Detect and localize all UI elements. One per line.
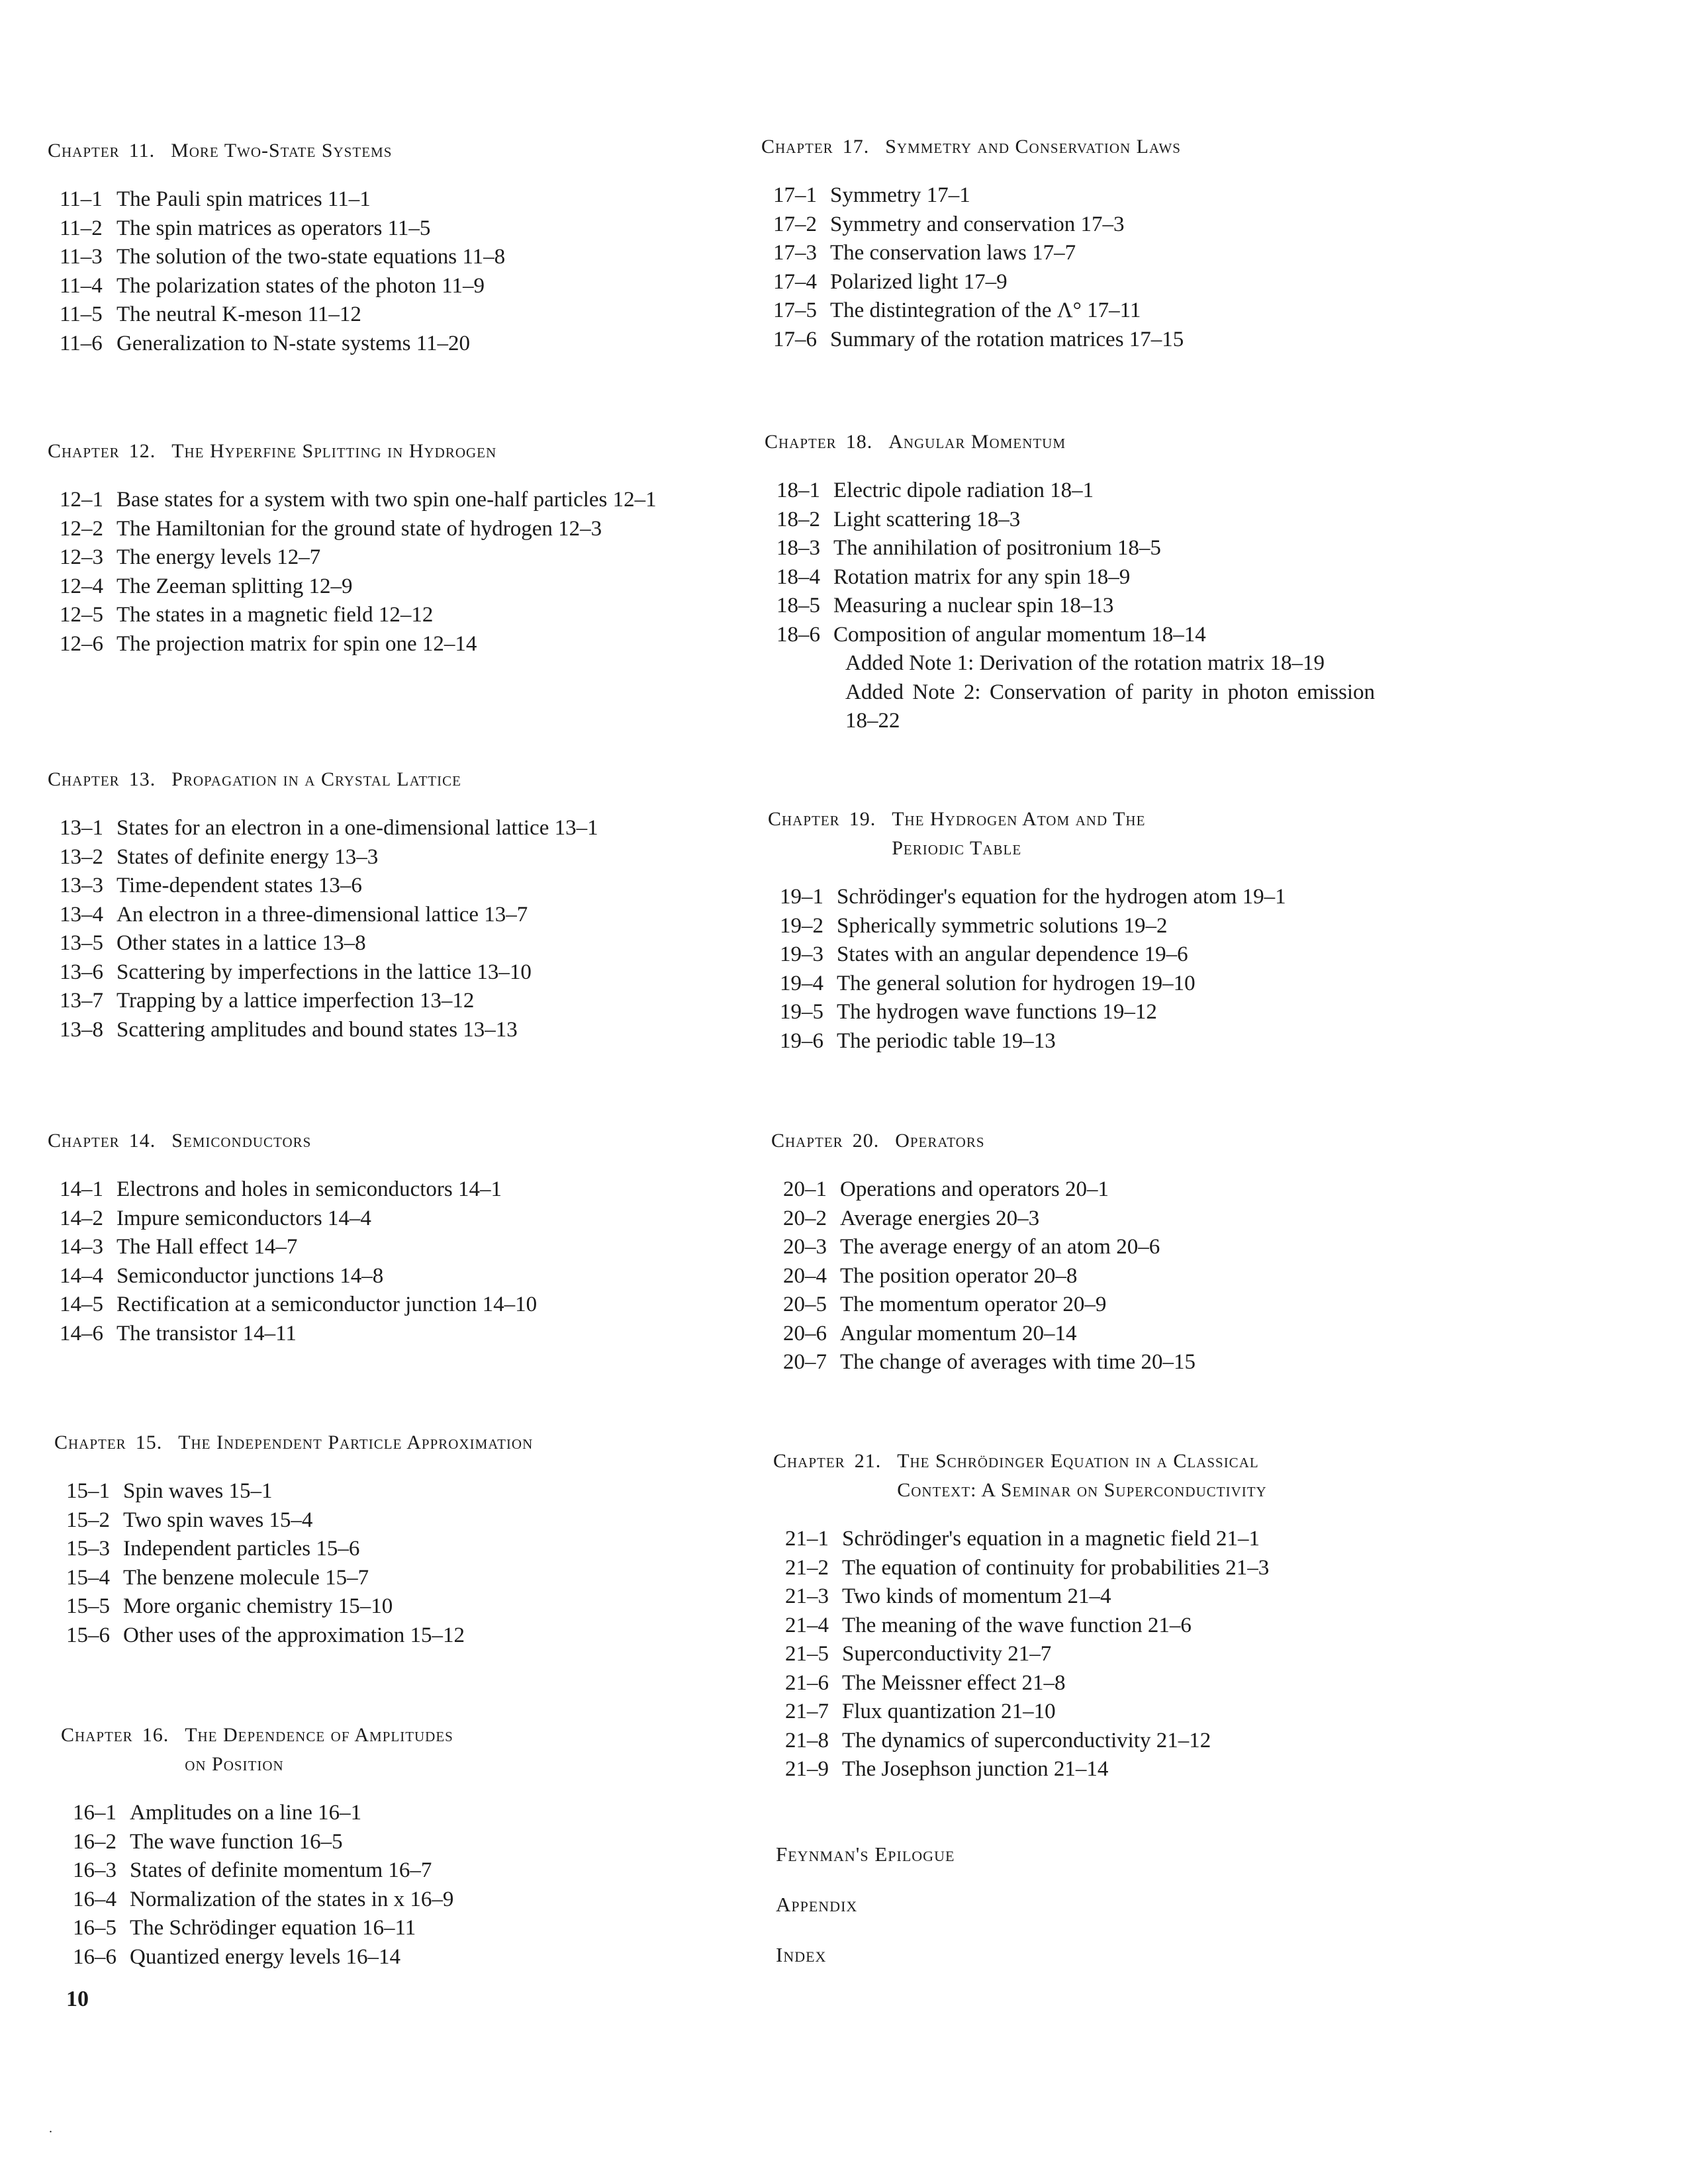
- section-entry: 13–3 Time-dependent states 13–6: [60, 874, 362, 897]
- chapter-title: The Dependence of Amplitudes on Position: [185, 1724, 453, 1775]
- chapter-16: [61, 1721, 723, 1972]
- chapter-title: Symmetry and Conservation Laws: [885, 136, 1181, 158]
- back-matter-epilogue: Feynman's Epilogue: [776, 1843, 955, 1866]
- chapter-19: [768, 805, 1443, 1056]
- chapter-label: Chapter: [54, 1432, 126, 1453]
- chapter-15: [54, 1428, 716, 1650]
- section-entry: 18–6 Composition of angular momentum 18–14: [776, 622, 1206, 647]
- section-entry: 13–6 Scattering by imperfections in the lattice 13–10: [60, 960, 532, 984]
- section-entry: 16–6 Quantized energy levels 16–14: [73, 1944, 401, 1969]
- section-entry: 15–2 Two spin waves 15–4: [66, 1508, 313, 1532]
- chapter-label: Chapter: [61, 1724, 133, 1746]
- section-entry: 11–4 The polarization states of the photon 11–9: [60, 273, 485, 298]
- section-list: [773, 1525, 1448, 1784]
- section-entry: 17–1 Symmetry 17–1: [773, 183, 970, 207]
- chapter-number: 16.: [142, 1724, 169, 1746]
- section-entry: 13–8 Scattering amplitudes and bound states 13–13: [60, 1017, 518, 1042]
- chapter-label: Chapter: [48, 1130, 120, 1152]
- chapter-number: 21.: [854, 1450, 882, 1472]
- chapter-label: Chapter: [768, 808, 840, 830]
- section-entry: 21–5 Superconductivity 21–7: [785, 1642, 1052, 1666]
- section-entry: 12–6 The projection matrix for spin one 12–14: [60, 631, 477, 656]
- section-entry: 12–2 The Hamiltonian for the ground state of hydrogen 12–3: [60, 516, 602, 541]
- section-entry: 11–6 Generalization to N-state systems 11–20: [60, 331, 470, 355]
- chapter-heading: [768, 805, 1443, 863]
- section-entry: 21–1 Schrödinger's equation in a magnetic field 21–1: [785, 1527, 1260, 1551]
- section-entry: 13–2 States of definite energy 13–3: [60, 844, 379, 869]
- chapter-number: 11.: [128, 140, 156, 161]
- chapter-heading: [773, 1447, 1448, 1505]
- section-entry: 17–5 The distintegration of the Λ° 17–11: [773, 298, 1141, 322]
- section-entry: 12–1 Base states for a system with two spin one-half particles 12–1: [60, 488, 657, 512]
- section-entry: 11–5 The neutral K-meson 11–12: [60, 302, 361, 326]
- section-entry: 21–4 The meaning of the wave function 21–6: [785, 1613, 1192, 1637]
- added-note: Added Note 2: Conservation of parity in photon emission 18–22: [845, 680, 1375, 733]
- section-entry: 17–4 Polarized light 17–9: [773, 269, 1008, 294]
- section-entry: 21–8 The dynamics of superconductivity 21–12: [785, 1728, 1211, 1752]
- section-entry: 14–1 Electrons and holes in semiconductors 14–1: [60, 1177, 502, 1201]
- section-entry: 12–5 The states in a magnetic field 12–12: [60, 603, 434, 627]
- section-entry: 19–2 Spherically symmetric solutions 19–2: [780, 913, 1168, 938]
- chapter-20: [771, 1126, 1446, 1377]
- section-entry: 21–2 The equation of continuity for probabilities 21–3: [785, 1555, 1270, 1580]
- section-entry: 15–3 Independent particles 15–6: [66, 1537, 360, 1561]
- chapter-title: Semiconductors: [171, 1130, 312, 1152]
- section-entry: 14–6 The transistor 14–11: [60, 1321, 297, 1345]
- section-entry: 13–5 Other states in a lattice 13–8: [60, 931, 366, 955]
- section-entry: 18–5 Measuring a nuclear spin 18–13: [776, 594, 1114, 617]
- chapter-heading: [48, 765, 710, 794]
- section-entry: 17–3 The conservation laws 17–7: [773, 241, 1076, 265]
- section-entry: 16–4 Normalization of the states in x 16–9: [73, 1887, 454, 1911]
- section-entry: 13–7 Trapping by a lattice imperfection 13–12: [60, 989, 475, 1013]
- section-entry: 20–5 The momentum operator 20–9: [783, 1293, 1107, 1316]
- section-entry: 16–3 States of definite momentum 16–7: [73, 1858, 432, 1882]
- stray-mark: .: [49, 2121, 52, 2136]
- chapter-heading: [54, 1428, 716, 1457]
- chapter-title: The Hyperfine Splitting in Hydrogen: [171, 440, 497, 462]
- section-entry: 13–4 An electron in a three-dimensional lattice 13–7: [60, 902, 528, 927]
- section-list: [768, 883, 1443, 1056]
- chapter-number: 15.: [135, 1432, 163, 1453]
- section-entry: 19–3 States with an angular dependence 19–6: [780, 942, 1188, 966]
- section-entry: 14–3 The Hall effect 14–7: [60, 1235, 298, 1259]
- section-entry: 21–7 Flux quantization 21–10: [785, 1700, 1056, 1723]
- chapter-12: [48, 437, 710, 659]
- chapter-number: 18.: [845, 431, 873, 453]
- section-entry: 19–6 The periodic table 19–13: [780, 1028, 1056, 1053]
- chapter-label: Chapter: [48, 140, 120, 161]
- chapter-heading: [48, 136, 710, 165]
- chapter-title: More Two-State Systems: [171, 140, 393, 161]
- section-entry: 19–4 The general solution for hydrogen 19–10: [780, 971, 1196, 995]
- section-list: [771, 1175, 1446, 1377]
- section-entry: 12–4 The Zeeman splitting 12–9: [60, 574, 353, 598]
- chapter-title: Propagation in a Crystal Lattice: [171, 768, 461, 790]
- section-entry: 18–2 Light scattering 18–3: [776, 507, 1021, 531]
- section-list: [48, 486, 710, 659]
- section-entry: 17–6 Summary of the rotation matrices 17–15: [773, 327, 1184, 351]
- section-entry: 15–1 Spin waves 15–1: [66, 1479, 273, 1503]
- section-entry: 21–6 The Meissner effect 21–8: [785, 1670, 1066, 1695]
- section-entry: 19–1 Schrödinger's equation for the hydrogen atom 19–1: [780, 885, 1286, 909]
- section-entry: 20–3 The average energy of an atom 20–6: [783, 1235, 1160, 1259]
- section-entry: 20–4 The position operator 20–8: [783, 1263, 1078, 1288]
- chapter-title: Operators: [895, 1130, 985, 1152]
- chapter-label: Chapter: [761, 136, 833, 158]
- chapter-heading: [761, 132, 1436, 161]
- back-matter-index: Index: [776, 1943, 827, 1966]
- chapter-number: 17.: [842, 136, 870, 158]
- chapter-title: Angular Momentum: [888, 431, 1066, 453]
- section-entry: 11–2 The spin matrices as operators 11–5: [60, 216, 431, 240]
- added-note: Added Note 1: Derivation of the rotation matrix 18–19: [845, 651, 1325, 675]
- section-entry: 20–2 Average energies 20–3: [783, 1206, 1040, 1230]
- section-entry: 20–7 The change of averages with time 20–15: [783, 1350, 1196, 1374]
- chapter-label: Chapter: [773, 1450, 845, 1472]
- section-entry: 14–2 Impure semiconductors 14–4: [60, 1206, 371, 1230]
- section-list: [765, 477, 1440, 736]
- section-list: [48, 185, 710, 358]
- chapter-heading: [48, 1126, 710, 1156]
- chapter-number: 14.: [128, 1130, 156, 1152]
- section-entry: 14–5 Rectification at a semiconductor junction 14–10: [60, 1293, 538, 1316]
- chapter-14: [48, 1126, 710, 1348]
- chapter-label: Chapter: [765, 431, 837, 453]
- chapter-21: [773, 1447, 1448, 1784]
- section-entry: 20–6 Angular momentum 20–14: [783, 1321, 1077, 1345]
- section-entry: 18–3 The annihilation of positronium 18–5: [776, 536, 1161, 560]
- chapter-heading: [48, 437, 710, 466]
- section-entry: 15–6 Other uses of the approximation 15–12: [66, 1623, 465, 1647]
- section-entry: 21–9 The Josephson junction 21–14: [785, 1757, 1109, 1781]
- section-entry: 11–3 The solution of the two-state equations 11–8: [60, 245, 506, 269]
- section-entry: 20–1 Operations and operators 20–1: [783, 1177, 1109, 1201]
- chapter-heading: [765, 428, 1440, 457]
- chapter-17: [761, 132, 1436, 354]
- section-list: [761, 181, 1436, 354]
- section-entry: 14–4 Semiconductor junctions 14–8: [60, 1263, 384, 1288]
- section-entry: 13–1 States for an electron in a one-dimensional lattice 13–1: [60, 816, 598, 840]
- back-matter-appendix: Appendix: [776, 1893, 858, 1916]
- chapter-label: Chapter: [771, 1130, 843, 1152]
- section-entry: 19–5 The hydrogen wave functions 19–12: [780, 1000, 1157, 1024]
- section-entry: 16–1 Amplitudes on a line 16–1: [73, 1801, 362, 1825]
- section-entry: 18–1 Electric dipole radiation 18–1: [776, 478, 1094, 502]
- chapter-title: The Independent Particle Approximation: [178, 1432, 534, 1453]
- chapter-number: 19.: [849, 808, 876, 830]
- section-entry: 16–5 The Schrödinger equation 16–11: [73, 1916, 416, 1940]
- section-entry: 15–5 More organic chemistry 15–10: [66, 1594, 393, 1618]
- section-entry: 16–2 The wave function 16–5: [73, 1829, 343, 1854]
- chapter-label: Chapter: [48, 768, 120, 790]
- chapter-number: 20.: [852, 1130, 880, 1152]
- section-list: [61, 1799, 723, 1972]
- chapter-title: The Schrödinger Equation in a Classical Context: A Seminar on Superconductivity: [897, 1450, 1267, 1501]
- section-list: [48, 1175, 710, 1348]
- section-entry: 17–2 Symmetry and conservation 17–3: [773, 212, 1125, 236]
- chapter-heading: [61, 1721, 723, 1779]
- section-entry: 18–4 Rotation matrix for any spin 18–9: [776, 565, 1131, 589]
- chapter-11: [48, 136, 710, 358]
- chapter-number: 13.: [128, 768, 156, 790]
- section-entry: 11–1 The Pauli spin matrices 11–1: [60, 187, 371, 211]
- page-number: 10: [66, 1987, 89, 2011]
- section-list: [48, 814, 710, 1044]
- section-entry: 15–4 The benzene molecule 15–7: [66, 1565, 369, 1590]
- chapter-title: The Hydrogen Atom and The Periodic Table: [892, 808, 1146, 859]
- chapter-number: 12.: [128, 440, 156, 462]
- section-entry: 21–3 Two kinds of momentum 21–4: [785, 1584, 1111, 1608]
- chapter-heading: [771, 1126, 1446, 1156]
- chapter-label: Chapter: [48, 440, 120, 462]
- section-entry: 12–3 The energy levels 12–7: [60, 545, 321, 569]
- section-list: [54, 1477, 716, 1650]
- chapter-13: [48, 765, 710, 1044]
- chapter-18: [765, 428, 1440, 736]
